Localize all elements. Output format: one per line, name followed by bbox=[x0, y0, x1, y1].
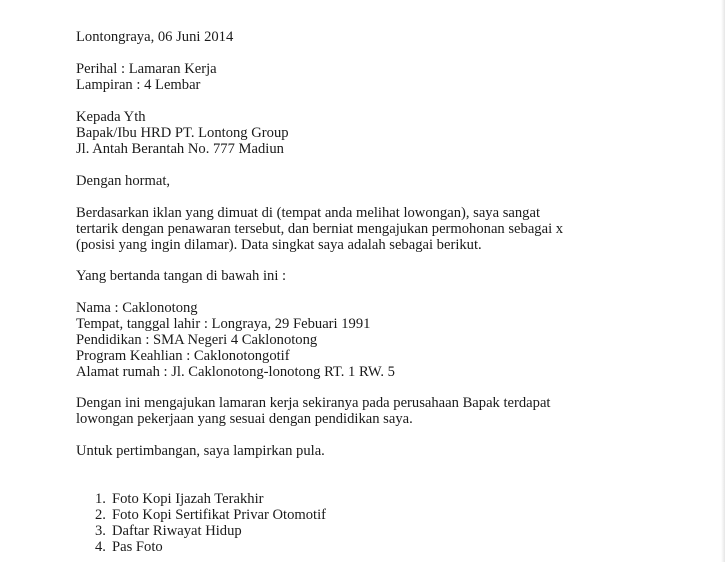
personal-data-name: Nama : Caklonotong bbox=[76, 300, 198, 316]
recipient-name: Bapak/Ibu HRD PT. Lontong Group bbox=[76, 125, 289, 141]
recipient-to: Kepada Yth bbox=[76, 109, 146, 125]
greeting: Dengan hormat, bbox=[76, 173, 171, 189]
undersigned-line: Yang bertanda tangan di bawah ini : bbox=[76, 268, 287, 284]
list-text: Foto Kopi Sertifikat Privar Otomotif bbox=[112, 507, 327, 523]
list-number: 1. bbox=[95, 491, 106, 507]
list-text: Pas Foto bbox=[112, 539, 163, 555]
list-number: 4. bbox=[95, 539, 106, 555]
attachment-list-item bbox=[95, 507, 326, 523]
attachment-list-item bbox=[95, 539, 163, 555]
list-text: Daftar Riwayat Hidup bbox=[112, 523, 242, 539]
list-number: 2. bbox=[95, 507, 106, 523]
consideration-line: Untuk pertimbangan, saya lampirkan pula. bbox=[76, 443, 325, 459]
closing-line: Dengan ini mengajukan lamaran kerja sekiranya pada perusahaan Bapak terdapat bbox=[76, 395, 551, 411]
page-edge-shadow bbox=[721, 0, 725, 562]
personal-data-birth: Tempat, tanggal lahir : Longraya, 29 Febuari 1991 bbox=[76, 316, 371, 332]
recipient-address: Jl. Antah Berantah No. 777 Madiun bbox=[76, 141, 284, 157]
personal-data-education: Pendidikan : SMA Negeri 4 Caklonotong bbox=[76, 332, 318, 348]
closing-line: lowongan pekerjaan yang sesuai dengan pendidikan saya. bbox=[76, 411, 413, 427]
attachment-list-item bbox=[95, 523, 242, 539]
intro-line: (posisi yang ingin dilamar). Data singkat saya adalah sebagai berikut. bbox=[76, 237, 482, 253]
list-text: Foto Kopi Ijazah Terakhir bbox=[112, 491, 264, 507]
intro-line: Berdasarkan iklan yang dimuat di (tempat anda melihat lowongan), saya sangat bbox=[76, 205, 541, 221]
personal-data-skill: Program Keahlian : Caklonotongotif bbox=[76, 348, 290, 364]
subject-line: Perihal : Lamaran Kerja bbox=[76, 61, 217, 77]
intro-line: tertarik dengan penawaran tersebut, dan berniat mengajukan permohonan sebagai x bbox=[76, 221, 564, 237]
place-date: Lontongraya, 06 Juni 2014 bbox=[76, 29, 234, 45]
attachment-line: Lampiran : 4 Lembar bbox=[76, 77, 201, 93]
attachment-list-item bbox=[95, 491, 264, 507]
personal-data-address: Alamat rumah : Jl. Caklonotong-lonotong RT. 1 RW. 5 bbox=[76, 364, 395, 380]
list-number: 3. bbox=[95, 523, 106, 539]
